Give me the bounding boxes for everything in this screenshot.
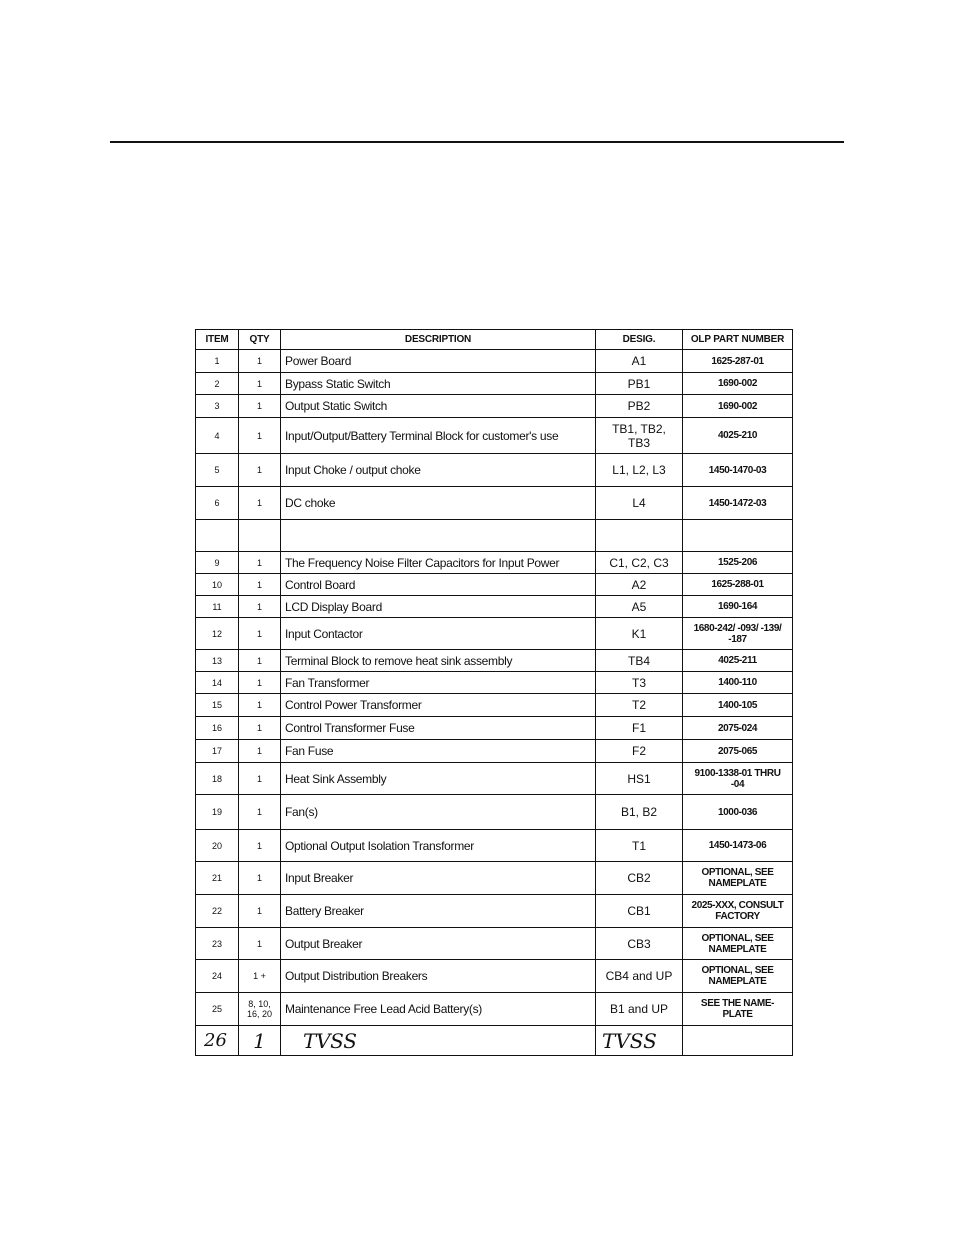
table-row [196,960,793,993]
description-cell: Control Transformer Fuse [281,717,596,740]
table-row [196,928,793,960]
item-cell: 18 [196,763,239,795]
description-cell: Output Static Switch [281,395,596,418]
table-row [196,395,793,418]
part-number-cell: 1690-002 [683,395,793,418]
designation-cell: TB1, TB2, TB3 [596,418,683,454]
part-number-cell [683,1026,793,1056]
designation-cell: CB3 [596,928,683,960]
table-row [196,672,793,694]
description-cell: Input/Output/Battery Terminal Block for customer's use [281,418,596,454]
description-cell: Fan Transformer [281,672,596,694]
designation-cell: L4 [596,487,683,520]
qty-cell [239,520,281,552]
description-cell: Battery Breaker [281,895,596,928]
description-cell: Power Board [281,350,596,373]
qty-cell: 1 [239,596,281,618]
description-cell: Input Breaker [281,862,596,895]
description-cell: Heat Sink Assembly [281,763,596,795]
item-cell: 25 [196,993,239,1026]
table-row [196,552,793,574]
item-cell: 13 [196,650,239,672]
designation-cell: TB4 [596,650,683,672]
part-number-cell: SEE THE NAME-PLATE [683,993,793,1026]
header-description: DESCRIPTION [281,330,596,350]
description-cell: Bypass Static Switch [281,373,596,395]
description-cell: Output Breaker [281,928,596,960]
item-cell: 11 [196,596,239,618]
designation-cell: PB2 [596,395,683,418]
designation-cell: L1, L2, L3 [596,454,683,487]
qty-cell: 1 [239,763,281,795]
qty-cell: 8, 10, 16, 20 [239,993,281,1026]
designation-cell: K1 [596,618,683,650]
part-number-cell [683,520,793,552]
designation-cell: T3 [596,672,683,694]
part-number-cell: 1450-1472-03 [683,487,793,520]
part-number-cell: 2075-065 [683,740,793,763]
designation-cell: TVSS [596,1026,683,1056]
qty-cell: 1 [239,418,281,454]
table-row [196,993,793,1026]
item-cell [196,520,239,552]
designation-cell: T2 [596,694,683,717]
part-number-cell: 1400-110 [683,672,793,694]
description-cell: Control Board [281,574,596,596]
table-row [196,895,793,928]
designation-cell: A2 [596,574,683,596]
description-cell: TVSS [281,1026,596,1056]
table-row [196,520,793,552]
table-row [196,862,793,895]
table-row [196,830,793,862]
designation-cell: A5 [596,596,683,618]
qty-cell: 1 [239,795,281,830]
item-cell: 22 [196,895,239,928]
item-cell: 23 [196,928,239,960]
description-cell: Maintenance Free Lead Acid Battery(s) [281,993,596,1026]
part-number-cell: 4025-210 [683,418,793,454]
designation-cell [596,520,683,552]
table-row [196,694,793,717]
header-qty: QTY [239,330,281,350]
part-number-cell: 1450-1470-03 [683,454,793,487]
designation-cell: F1 [596,717,683,740]
item-cell: 3 [196,395,239,418]
part-number-cell: 2075-024 [683,717,793,740]
part-number-cell: 1525-206 [683,552,793,574]
qty-cell: 1 [239,395,281,418]
table-row [196,650,793,672]
qty-cell: 1 [239,487,281,520]
qty-cell: 1 [239,895,281,928]
qty-cell: 1 [239,350,281,373]
qty-cell: 1 [239,830,281,862]
parts-list-table [195,329,793,1056]
qty-cell: 1 [239,928,281,960]
designation-cell: PB1 [596,373,683,395]
header-part-number: OLP PART NUMBER [683,330,793,350]
designation-cell: CB4 and UP [596,960,683,993]
item-cell: 20 [196,830,239,862]
item-cell: 15 [196,694,239,717]
part-number-cell: OPTIONAL, SEE NAMEPLATE [683,960,793,993]
description-cell: Output Distribution Breakers [281,960,596,993]
table-row [196,454,793,487]
designation-cell: HS1 [596,763,683,795]
table-row [196,596,793,618]
description-cell: Fan Fuse [281,740,596,763]
item-cell: 10 [196,574,239,596]
description-cell: Optional Output Isolation Transformer [281,830,596,862]
description-cell: Input Contactor [281,618,596,650]
part-number-cell: 1625-288-01 [683,574,793,596]
part-number-cell: 1000-036 [683,795,793,830]
designation-cell: B1 and UP [596,993,683,1026]
part-number-cell: OPTIONAL, SEE NAMEPLATE [683,862,793,895]
part-number-cell: 1450-1473-06 [683,830,793,862]
table-header-row [196,330,793,350]
qty-cell: 1 [239,650,281,672]
designation-cell: A1 [596,350,683,373]
item-cell: 16 [196,717,239,740]
designation-cell: B1, B2 [596,795,683,830]
description-cell: DC choke [281,487,596,520]
table-row [196,618,793,650]
qty-cell: 1 [239,1026,281,1056]
description-cell: The Frequency Noise Filter Capacitors for Input Power [281,552,596,574]
designation-cell: F2 [596,740,683,763]
description-cell [281,520,596,552]
item-cell: 9 [196,552,239,574]
part-number-cell: OPTIONAL, SEE NAMEPLATE [683,928,793,960]
item-cell: 21 [196,862,239,895]
item-cell: 6 [196,487,239,520]
item-cell: 17 [196,740,239,763]
qty-cell: 1 [239,740,281,763]
top-rule [110,141,844,143]
item-cell: 14 [196,672,239,694]
table-row [196,418,793,454]
qty-cell: 1 [239,694,281,717]
qty-cell: 1 [239,862,281,895]
header-item: ITEM [196,330,239,350]
table-row [196,350,793,373]
part-number-cell: 4025-211 [683,650,793,672]
designation-cell: CB2 [596,862,683,895]
description-cell: LCD Display Board [281,596,596,618]
item-cell: 12 [196,618,239,650]
qty-cell: 1 [239,373,281,395]
part-number-cell: 1690-164 [683,596,793,618]
table-row [196,373,793,395]
table-body [196,350,793,1056]
table-row [196,574,793,596]
table-row [196,487,793,520]
item-cell: 2 [196,373,239,395]
table-row [196,717,793,740]
qty-cell: 1 [239,574,281,596]
description-cell: Fan(s) [281,795,596,830]
part-number-cell: 2025-XXX, CONSULT FACTORY [683,895,793,928]
part-number-cell: 1400-105 [683,694,793,717]
table-row [196,740,793,763]
qty-cell: 1 [239,717,281,740]
table-row [196,795,793,830]
part-number-cell: 1690-002 [683,373,793,395]
item-cell: 4 [196,418,239,454]
description-cell: Terminal Block to remove heat sink assembly [281,650,596,672]
description-cell: Control Power Transformer [281,694,596,717]
item-cell: 19 [196,795,239,830]
header-desig: DESIG. [596,330,683,350]
designation-cell: T1 [596,830,683,862]
part-number-cell: 1625-287-01 [683,350,793,373]
qty-cell: 1 [239,454,281,487]
designation-cell: CB1 [596,895,683,928]
description-cell: Input Choke / output choke [281,454,596,487]
qty-cell: 1 [239,618,281,650]
table-row [196,763,793,795]
item-cell: 24 [196,960,239,993]
qty-cell: 1 [239,672,281,694]
item-cell: 5 [196,454,239,487]
item-cell: 1 [196,350,239,373]
part-number-cell: 1680-242/ -093/ -139/ -187 [683,618,793,650]
item-cell: 26 [196,1026,239,1056]
qty-cell: 1 [239,552,281,574]
table-row [196,1026,793,1056]
designation-cell: C1, C2, C3 [596,552,683,574]
qty-cell: 1 + [239,960,281,993]
part-number-cell: 9100-1338-01 THRU -04 [683,763,793,795]
